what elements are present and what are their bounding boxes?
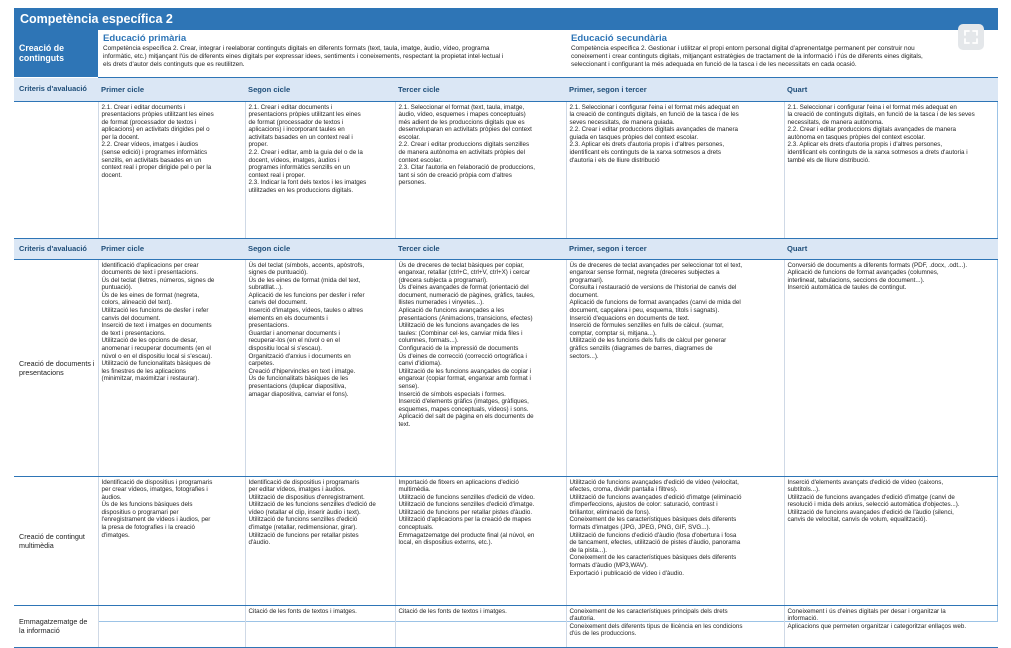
text-line: presentacions (duplicar diapositiva,: [248, 383, 347, 390]
text-line: Inserció de text i imatges en documents: [101, 322, 212, 330]
text-line: esquemes, mapes conceptuals, vídeos) i sons.: [398, 405, 529, 413]
cycle-header: Quart: [784, 238, 998, 259]
text-line: seves necessitats, de manera guiada.: [569, 118, 675, 126]
competence-table: [14, 30, 998, 648]
text-line: àudio, vídeo, esquemes i mapes conceptuals): [398, 111, 526, 119]
text-line: Guardar i anomenar documents i: [248, 329, 340, 337]
text-line: enganxar (copiar format, enganxar amb format i: [398, 375, 531, 383]
text-line: programari).: [569, 276, 604, 284]
expand-button[interactable]: [958, 24, 984, 50]
intro-side-label: Creació de continguts: [14, 30, 98, 77]
text-line: identificant els continguts de la xarxa sotmesos a drets d'autoria i: [787, 149, 968, 157]
text-line: Utilització de les funcions senzilles d'edició de: [248, 501, 376, 509]
text-line: vídeo (retallar el clip, inserir àudio i text).: [248, 508, 361, 516]
text-line: d'imperfeccions, ajustos de color: saturació, contrast i: [569, 501, 718, 509]
text-line: Ús del teclat (símbols, accents, apòstrofs,: [248, 261, 365, 269]
text-line: taules: (Combinar cel·les, canviar mida files i: [398, 329, 523, 337]
text-line: Utilització de funcions avançades d'edició d'imatge (canvi de: [787, 493, 955, 501]
text-line: la creació de continguts digitals, en funció de la tasca i de les seves: [787, 111, 975, 119]
text-line: canvis de velocitat, canvis de volum, equalització).: [787, 516, 928, 524]
text-line: multimèdia.: [398, 486, 431, 494]
text-line: àudios.: [101, 493, 122, 501]
text-line: Inserció automàtica de taules de contingut.: [787, 284, 907, 292]
text-line: d'imatges.: [101, 531, 130, 539]
content-row: [14, 101, 998, 238]
text-line: de format (processador de textos i: [248, 118, 344, 126]
text-line: (drecera subjecta a programari).: [398, 276, 488, 284]
text-line: Ús del teclat (lletres, números, signes de: [101, 276, 215, 284]
text-line: presentacions.: [248, 322, 290, 330]
content-row: [14, 605, 998, 647]
text-line: (sense edició) i programes informàtics: [101, 149, 208, 157]
text-line: signes de puntuació).: [248, 269, 308, 277]
cycle-header: Primer, segon i tercer: [566, 238, 784, 259]
text-line: document, numeració de pàgines, gràfics, taules,: [398, 291, 535, 299]
text-line: més adient de les produccions digitals que es: [398, 118, 525, 126]
text-line: amagar diapositiva, canviar el fons).: [248, 390, 349, 398]
text-line: Identificació de dispositius i programaris: [101, 478, 213, 486]
text-line: Ús d'eines de correcció (correcció ortogràfica i: [398, 352, 527, 360]
text-line: d'ús de les produccions.: [569, 630, 637, 638]
text-line: Aplicació de funcions de format avançades (canvi de mida del: [569, 299, 741, 307]
content-cell: [566, 476, 784, 605]
text-line: Citació de les fonts de textos i imatges.: [398, 607, 507, 615]
text-line: utilitzades en les produccions digitals.: [248, 187, 354, 195]
text-line: guiada en tasques pròpies del context escolar.: [569, 133, 699, 141]
text-line: la creació de continguts digitals, en funció de la tasca i de les: [569, 111, 739, 119]
content-cell: [245, 101, 395, 238]
text-line: d'àudio.: [248, 539, 271, 547]
content-cell: [98, 476, 245, 605]
text-line: Ús de les funcions bàsiques dels: [101, 501, 193, 509]
text-line: Importació de fitxers en aplicacions d'edició: [398, 478, 519, 486]
text-line: Ús de funcionalitats bàsiques de les: [248, 375, 349, 383]
text-line: formats d'imatges (JPG, JPEG, PNG, GIF, SVG...).: [569, 524, 711, 532]
text-line: Consulta i restauració de versions de l'historial de canvis del: [569, 284, 737, 292]
text-line: Utilització de funcions per retallar pistes d'àudio.: [398, 508, 533, 516]
primary-heading: Educació primària: [103, 33, 187, 44]
content-cell: [784, 101, 998, 238]
content-cell: [395, 101, 566, 238]
text-line: gràfics senzills (diagrames de barres, diagrames de: [569, 345, 713, 353]
text-line: per la docent.: [101, 133, 140, 141]
text-line: document.: [569, 291, 599, 299]
content-cell: [245, 605, 395, 647]
text-line: sense).: [398, 383, 419, 390]
text-line: Emmagatzematge del producte final (al núvol, en: [398, 531, 535, 539]
text-line: subratllat...).: [248, 284, 283, 292]
text-line: llistes numerades i vinyetes...).: [398, 299, 484, 307]
expand-icon: [963, 29, 979, 45]
text-line: Competència específica 2. Gestionar i utilitzar el propi entorn personal digital d'aprenentatge permanent per construir nou: [571, 45, 915, 52]
text-line: docent.: [101, 171, 123, 179]
text-line: 2.1. Crear i editar documents i: [101, 103, 186, 111]
text-line: comptar, comptar si, mitjana...).: [569, 329, 657, 337]
text-line: 2.1. Seleccionar i configurar l'eina i el format més adequat en: [787, 103, 957, 111]
text-line: Inserció d'imatges, vídeos, taules o altres: [248, 307, 363, 315]
text-line: Creació d'hipervincles en text i imatge.: [248, 367, 356, 375]
cycle-header: Tercer cicle: [395, 77, 566, 101]
content-cell: [245, 259, 395, 476]
cycle-header: Segon cicle: [245, 238, 395, 259]
text-line: interlineat, tabulacions, seccions de document...).: [787, 276, 925, 284]
text-line: Identificació de dispositius i programaris: [248, 478, 360, 486]
section-title: Competència específica 2: [14, 8, 998, 30]
secondary-description: [571, 45, 993, 69]
content-cell: [784, 476, 998, 605]
text-line: Aplicació de funcions de format avançades (columnes,: [787, 269, 939, 277]
text-line: 2.3. Citar l'autoria en l'elaboració de produccions,: [398, 164, 535, 172]
text-line: Identificació d'aplicacions per crear: [101, 261, 199, 269]
row-label: [14, 101, 98, 238]
content-cell: [566, 101, 784, 238]
content-row: [14, 259, 998, 476]
text-line: informàtic, etc.) mitjançant l'ús de diferents eines digitals per expressar idees, sentiments i coneixements, respectant la propietat intel·lectual i: [103, 53, 504, 60]
text-line: 2.3. Aplicar els drets d'autoria propis i d'altres persones,: [787, 141, 943, 149]
text-line: Coneixement de les característiques bàsiques dels diferents: [569, 516, 737, 524]
text-line: Inserció de fórmules senzilles en fulls de càlcul. (sumar,: [569, 322, 724, 330]
text-line: context real i proper dirigide pel o per la: [101, 164, 212, 172]
secondary-heading: Educació secundària: [571, 33, 667, 44]
text-line: Utilització de funcions avançades d'edició de l'àudio (silenci,: [787, 508, 954, 516]
text-line: Ús de les eines de format (negreta,: [101, 291, 200, 299]
text-line: d'autoria.: [569, 615, 596, 623]
text-line: informació.: [787, 615, 819, 623]
text-line: Aplicacions que permeten organitzar i categoritzar enllaços web.: [787, 622, 967, 630]
text-line: també els de lliure distribució.: [787, 156, 870, 164]
text-line: de la pista...).: [569, 546, 608, 554]
text-line: dispositiu local si s'escau).: [248, 345, 322, 353]
text-line: context escolar.: [398, 156, 442, 164]
text-line: Citació de les fonts de textos i imatges.: [248, 607, 357, 615]
criteria-label: Criteris d'avaluació: [14, 238, 98, 259]
text-line: canvi d'idioma).: [398, 360, 442, 368]
cycle-header: Segon cicle: [245, 77, 395, 101]
text-line: presentacions pròpies utilitzant les eines: [248, 111, 361, 119]
text-line: anomenar i recuperar documents (en el: [101, 345, 211, 353]
text-line: formats d'àudio (MP3,WAV).: [569, 562, 648, 570]
text-line: resolució i mida dels arxius, selecció automàtica d'objectes...).: [787, 501, 960, 509]
text-line: brillantor, eliminació de fons).: [569, 508, 651, 516]
content-cell: [245, 476, 395, 605]
text-line: documents de text i presentacions.: [101, 269, 199, 277]
row-label: Creació de contingut multimèdia: [14, 476, 98, 605]
cycle-header: Tercer cicle: [395, 238, 566, 259]
text-line: Organització d'arxius i documents en: [248, 352, 351, 360]
text-line: subtítols...).: [787, 486, 820, 494]
text-line: context real i proper.: [248, 171, 306, 179]
text-line: Utilització de funcions d'edició d'àudio (fosa d'obertura i fosa: [569, 531, 737, 539]
text-line: elements en els documents i: [248, 314, 328, 322]
text-line: de manera autònoma en activitats pròpies del: [398, 149, 525, 157]
text-line: document, capçalera i peu, esquema, títols i sagnats).: [569, 307, 720, 315]
text-line: canvis del document.: [101, 314, 161, 322]
text-line: per crear vídeos, imatges, fotografies i: [101, 486, 208, 494]
text-line: d'imatge (retallar, redimensionar, girar).: [248, 524, 358, 532]
text-line: text.: [398, 420, 411, 428]
text-line: tant si són de creació pròpia com d'altres: [398, 171, 512, 179]
primary-intro: [98, 30, 566, 77]
text-line: Aplicació de funcions avançades a les: [398, 307, 505, 315]
text-line: docent, vídeos, imatges, àudios i: [248, 156, 340, 164]
text-line: Utilització de les funcions dels fulls de càlcul per generar: [569, 337, 727, 345]
criteria-header-row: [14, 77, 998, 101]
text-line: Coneixement de les característiques principals dels drets: [569, 607, 728, 615]
text-line: Exportació i publicació de vídeo i d'àudio.: [569, 569, 684, 577]
row-label: Emmagatzematge de la informació: [14, 605, 98, 647]
text-line: sectors...).: [569, 352, 599, 360]
text-line: de text i presentacions.: [101, 329, 166, 337]
text-line: Aplicació del salt de pàgina en els documents de: [398, 413, 534, 421]
text-line: núvol o en el dispositiu local si s'escau).: [101, 352, 213, 360]
content-cell: [98, 605, 245, 647]
content-cell: [98, 259, 245, 476]
text-line: (minimitzar, maximitzar i restaurar).: [101, 375, 200, 383]
content-cell: [784, 259, 998, 476]
text-line: aplicacions) i incorporant taules en: [248, 126, 345, 134]
text-line: activitats basades en un context real i: [248, 133, 353, 141]
text-line: autònoma en tasques pròpies del context escolar.: [787, 133, 926, 141]
text-line: Ús de les eines de format (mida del text,: [248, 276, 361, 284]
text-line: de format (processador de textos i: [101, 118, 197, 126]
text-line: 2.2. Crear i editar produccions digitals avançades de manera: [787, 126, 956, 134]
text-line: d'autoria i els de lliure distribució: [569, 156, 660, 164]
text-line: Utilització de les funcions avançades de copiar i: [398, 367, 532, 375]
content-cell: [566, 259, 784, 476]
text-line: carpetes.: [248, 360, 275, 368]
text-line: presentacions (Animacions, transicions, efectes): [398, 314, 533, 322]
text-line: Inserció d'elements gràfics (imatges, gràfiques,: [398, 398, 529, 406]
text-line: Utilització de funcionalitats bàsiques de: [101, 360, 211, 368]
text-line: senzills, en activitats basades en un: [101, 156, 202, 164]
text-line: Utilització de dispositius d'enregistrament.: [248, 493, 365, 501]
text-line: programes informàtics senzills en un: [248, 164, 350, 172]
text-line: Utilització de funcions senzilles d'edició: [248, 516, 358, 524]
text-line: necessitats, de manera autònoma.: [787, 118, 884, 126]
text-line: aplicacions) en activitats dirigides pel o: [101, 126, 210, 134]
text-line: Utilització d'aplicacions per la creació de mapes: [398, 516, 532, 524]
text-line: Utilització les funcions de desfer i refer: [101, 307, 209, 315]
secondary-intro: [566, 30, 998, 77]
text-line: Configuració de la impressió de documents: [398, 345, 519, 353]
text-line: 2.2. Crear vídeos, imatges i àudios: [101, 141, 199, 149]
row-label: Creació de documents i presentacions: [14, 259, 98, 476]
text-line: 2.2. Crear i editar, amb la guia del o de la: [248, 149, 363, 157]
text-line: canvis del document.: [248, 299, 308, 307]
text-line: identificant els continguts de la xarxa sotmesos a drets: [569, 149, 721, 157]
text-line: 2.1. Seleccionar el format (text, taula, imatge,: [398, 103, 525, 111]
cycle-header: Primer cicle: [98, 238, 245, 259]
text-line: l'enregistrament de vídeos i àudios, per: [101, 516, 211, 524]
criteria-header-row: [14, 238, 998, 259]
text-line: Utilització de les funcions avançades de les: [398, 322, 520, 330]
text-line: enganxar, retallar (ctrl+C, ctrl+V, ctrl+X) i cercar: [398, 269, 531, 277]
text-line: Coneixement dels diferents tipus de llicència en les condicions: [569, 622, 743, 630]
text-line: Utilització de les opcions de desar,: [101, 337, 198, 345]
text-line: coneixement i crear continguts digitals, mitjançant estratègies de tractament de la informació i l'ús de diferents eines digitals,: [571, 53, 923, 60]
text-line: proper.: [248, 141, 268, 149]
text-line: Coneixement de les característiques bàsiques dels diferents: [569, 554, 737, 562]
text-line: puntuació).: [101, 284, 133, 292]
text-line: escolar.: [398, 133, 421, 141]
text-line: persones.: [398, 179, 426, 187]
content-cell: [784, 605, 998, 647]
text-line: de tancament, efectes, utilització de pistes d'àudio, panorama: [569, 539, 741, 547]
text-line: efectes, croma, dividir pantalla i filtres).: [569, 486, 678, 494]
text-line: la presa de fotografies i la creació: [101, 524, 195, 532]
text-line: 2.3. Indicar la font dels textos i les imatges: [248, 179, 367, 187]
text-line: Utilització de funcions per retallar pistes: [248, 531, 359, 539]
cycle-header: Primer, segon i tercer: [566, 77, 784, 101]
text-line: local, en dispositius externs, etc.).: [398, 539, 493, 547]
text-line: els drets d'autor dels continguts que es reutilitzen.: [103, 61, 245, 68]
text-line: Coneixement i ús d'eines digitals per desar i organitzar la: [787, 607, 946, 615]
text-line: Utilització de funcions avançades d'edició d'imatge (eliminació: [569, 493, 742, 501]
text-line: seleccionant i configurant la més adequada en funció de la tasca i de les necessitats en cada ocasió.: [571, 61, 857, 68]
intro-row: [14, 30, 998, 77]
content-cell: [98, 101, 245, 238]
primary-description: [103, 45, 561, 69]
text-line: colors, alineació del text).: [101, 299, 173, 307]
content-cell: [395, 476, 566, 605]
text-line: Utilització de funcions avançades d'edició de vídeo (velocitat,: [569, 478, 739, 486]
text-line: recuperar-los (en el núvol o en el: [248, 337, 340, 345]
text-line: Aplicació de les funcions per desfer i refer: [248, 291, 365, 299]
content-cell: [395, 259, 566, 476]
criteria-label: Criteris d'avaluació: [14, 77, 98, 101]
text-line: Conversió de documents a diferents formats (PDF, .docx, .odt...).: [787, 261, 968, 269]
text-line: 2.1. Seleccionar i configurar l'eina i el format més adequat en: [569, 103, 739, 111]
text-line: 2.1. Crear i editar documents i: [248, 103, 333, 111]
text-line: Inserció de símbols especials i formes.: [398, 390, 506, 398]
content-cell: [566, 605, 784, 647]
text-line: Utilització de funcions senzilles d'edició d'imatge.: [398, 501, 535, 509]
text-line: per editar vídeos, imatges i àudios.: [248, 486, 346, 494]
text-line: Inserció d'elements avançats d'edició de vídeo (caixons,: [787, 478, 944, 486]
text-line: 2.2. Crear i editar produccions digitals avançades de manera: [569, 126, 738, 134]
text-line: 2.3. Aplicar els drets d'autoria propis i d'altres persones,: [569, 141, 725, 149]
text-line: enganxar sense format, negreta (dreceres subjectes a: [569, 269, 720, 277]
text-line: Ús d'eines avançades de format (orientació del: [398, 284, 529, 292]
text-line: Ús de dreceres de teclat bàsiques per copiar,: [398, 261, 524, 269]
text-line: conceptuals.: [398, 524, 434, 532]
text-line: 2.2. Crear i editar produccions digitals senzilles: [398, 141, 530, 149]
cycle-header: Primer cicle: [98, 77, 245, 101]
text-line: Inserció d'equacions en documents de text.: [569, 314, 690, 322]
text-line: Utilització de funcions senzilles d'edició de vídeo.: [398, 493, 535, 501]
cycle-header: Quart: [784, 77, 998, 101]
text-line: les finestres de les aplicacions: [101, 367, 186, 375]
text-line: dispositius o programari per: [101, 508, 179, 516]
content-row: [14, 476, 998, 605]
text-line: presentacions pròpies utilitzant les eines: [101, 111, 214, 119]
text-line: columnes, formats...).: [398, 337, 459, 345]
text-line: Ús de dreceres de teclat avançades per seleccionar tot el text,: [569, 261, 743, 269]
text-line: Competència específica 2. Crear, integrar i reelaborar continguts digitals en diferents formats (text, taula, imatge, àudio, vídeo, programa: [103, 45, 490, 52]
content-cell: [395, 605, 566, 647]
text-line: desenvoluparan en activitats pròpies del context: [398, 126, 532, 134]
